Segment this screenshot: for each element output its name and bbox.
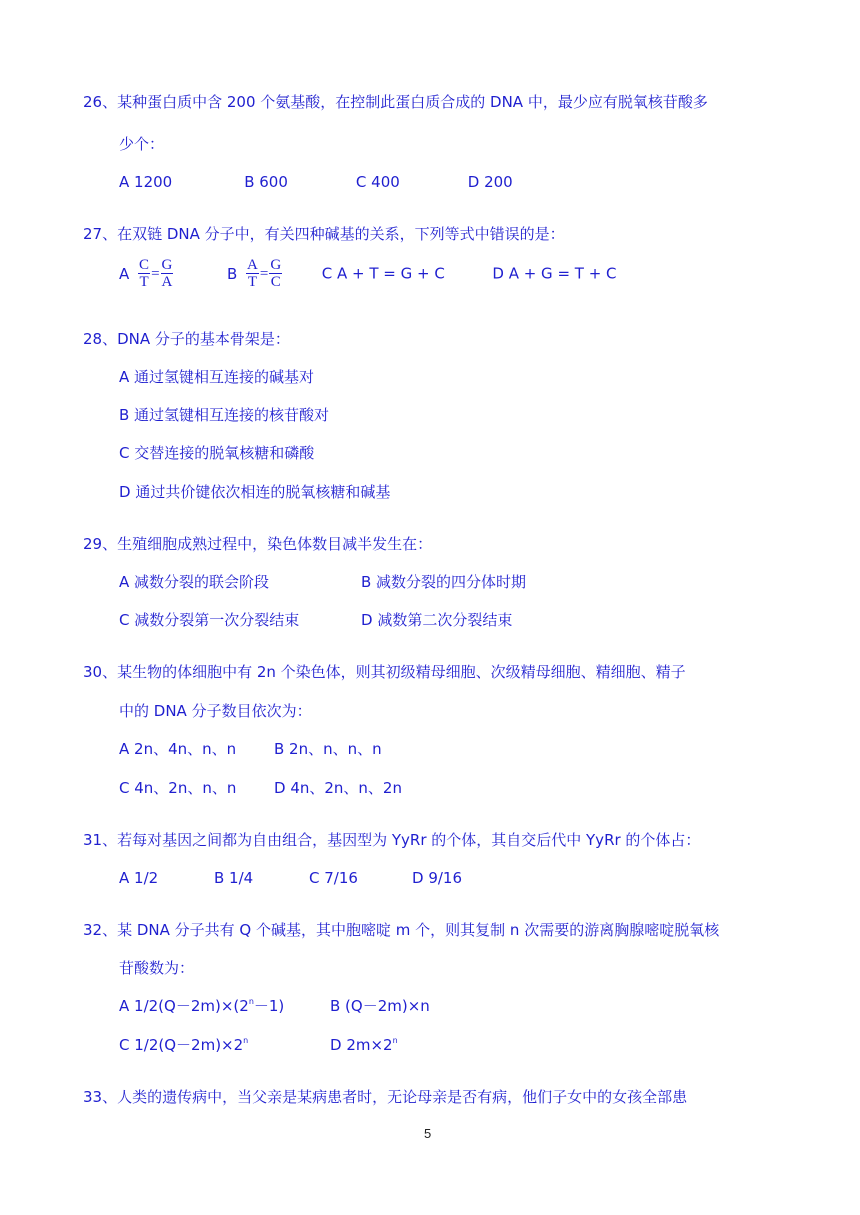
option-b: B 1/4: [214, 869, 254, 887]
option-b: B 2n、n、n、n: [274, 740, 382, 758]
option-a: A 1200: [119, 173, 173, 191]
option-d: D A + G = T + C: [492, 264, 617, 283]
option-d: D 4n、2n、n、2n: [274, 779, 402, 797]
option-c: C $1/2(Q-2m)\times 2^n$: [119, 1036, 249, 1054]
page-number: 5: [424, 1126, 432, 1141]
question-32-text: 32、某 DNA 分子共有 Q 个碱基，其中胞嘧啶 m 个，则其复制 n 次需要的游离胸腺嘧啶脱氧核: [83, 921, 720, 939]
question-33-text: 33、人类的遗传病中，当父亲是某病患者时，无论母亲是否有病，他们子女中的女孩全部患: [83, 1088, 688, 1106]
option-c: C A + T = G + C: [321, 264, 445, 283]
option-b: B (Q－2m)×n: [330, 997, 430, 1015]
option-d: D 200: [467, 173, 513, 191]
question-31-options: [119, 868, 462, 888]
question-26-text-cont: 少个：: [119, 135, 165, 153]
option-a: A 2n、4n、n、n: [119, 740, 237, 758]
question-26-text: 26、某种蛋白质中含 200 个氨基酸，在控制此蛋白质合成的 DNA 中，最少应有脱氧核苷酸多: [83, 93, 708, 111]
question-29-options-row1: [119, 572, 526, 592]
option-a-label: A: [119, 264, 130, 283]
question-32-options-row1: [119, 996, 430, 1016]
question-29-text: 29、生殖细胞成熟过程中，染色体数目减半发生在：: [83, 535, 433, 553]
option-a-fraction-2: $\frac{G}{A}$: [161, 257, 173, 290]
question-30-options-row1: [119, 739, 382, 759]
option-c: C 减数分裂第一次分裂结束: [119, 611, 300, 629]
question-27-options: A $\frac{C}{T}$ = $\frac{G}{A}$ B $\frac{A}{T}$ = $\frac{G}{C}$ C A + T = G + C D A + G = T + C: [119, 257, 617, 290]
option-b-fraction-1: $\frac{A}{T}$: [247, 257, 258, 290]
question-32-text-cont: 苷酸数为：: [119, 959, 195, 977]
question-28-text: 28、DNA 分子的基本骨架是：: [83, 330, 290, 348]
question-30-text-cont: 中的 DNA 分子数目依次为：: [119, 702, 312, 720]
option-d: D $2m\times 2^n$: [330, 1036, 398, 1054]
question-26-options: [119, 172, 513, 192]
question-29-options-row2: [119, 610, 512, 630]
option-a: A $1/2(Q-2m)\times(2^n-1)$: [119, 997, 285, 1015]
question-31-text: 31、若每对基因之间都为自由组合，基因型为 YyRr 的个体，其自交后代中 YyRr 的个体占：: [83, 831, 701, 849]
option-c: C 7/16: [309, 869, 358, 887]
question-32-options-row2: [119, 1035, 398, 1055]
question-28-option-b: B 通过氢键相互连接的核苷酸对: [119, 406, 330, 424]
option-a: A 1/2: [119, 869, 159, 887]
question-28-option-c: C 交替连接的脱氧核糖和磷酸: [119, 444, 315, 462]
question-30-text: 30、某生物的体细胞中有 2n 个染色体，则其初级精母细胞、次级精母细胞、精细胞、精子: [83, 663, 686, 681]
option-a-fraction-1: $\frac{C}{T}$: [139, 257, 150, 290]
question-30-options-row2: [119, 778, 402, 798]
option-c: C 400: [355, 173, 400, 191]
question-28-option-d: D 通过共价键依次相连的脱氧核糖和碱基: [119, 483, 391, 501]
question-27-text: 27、在双链 DNA 分子中，有关四种碱基的关系，下列等式中错误的是：: [83, 225, 565, 243]
option-b: B 减数分裂的四分体时期: [361, 573, 527, 591]
option-a: A 减数分裂的联会阶段: [119, 573, 270, 591]
option-b: B 600: [244, 173, 288, 191]
option-b-label: B: [226, 264, 238, 283]
question-28-option-a: A 通过氢键相互连接的碱基对: [119, 368, 315, 386]
option-c: C 4n、2n、n、n: [119, 779, 237, 797]
option-b-fraction-2: $\frac{G}{C}$: [270, 257, 282, 290]
option-d: D 减数第二次分裂结束: [361, 611, 513, 629]
option-d: D 9/16: [412, 869, 463, 887]
